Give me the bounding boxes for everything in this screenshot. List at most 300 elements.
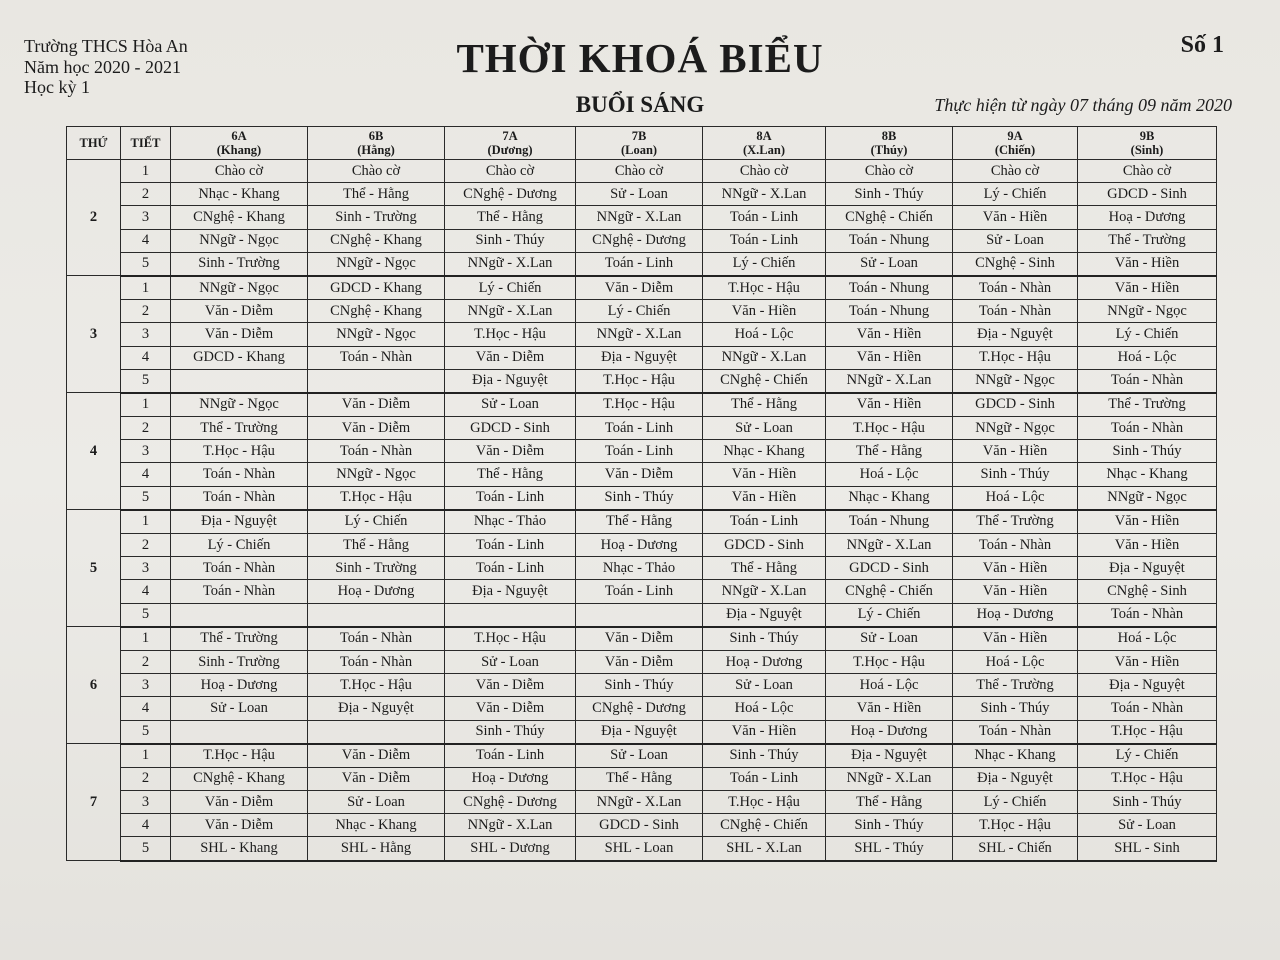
lesson-cell: Hoá - Lộc [953, 650, 1078, 673]
class-name: 9B [1139, 129, 1155, 143]
class-name: 6B [368, 129, 384, 143]
lesson-cell: Lý - Chiến [953, 791, 1078, 814]
lesson-cell: Thể - Hằng [308, 534, 445, 557]
lesson-cell: T.Học - Hậu [308, 674, 445, 697]
session-title: BUỔI SÁNG [575, 92, 705, 117]
class-teacher: (X.Lan) [742, 143, 786, 157]
lesson-cell: T.Học - Hậu [1078, 720, 1217, 744]
lesson-cell: Văn - Hiền [703, 486, 826, 510]
lesson-cell: SHL - Khang [171, 837, 308, 861]
lesson-cell: Sinh - Thúy [445, 229, 576, 252]
lesson-cell: CNghệ - Dương [445, 183, 576, 206]
lesson-cell: Thể - Trường [953, 674, 1078, 697]
lesson-cell: Thể - Trường [171, 417, 308, 440]
lesson-cell: NNgữ - Ngọc [171, 276, 308, 300]
lesson-cell: Địa - Nguyệt [826, 744, 953, 768]
day-cell: 2 [67, 160, 121, 276]
table-row [67, 229, 1217, 252]
lesson-cell: Sinh - Trường [171, 650, 308, 673]
table-row [67, 650, 1217, 673]
table-row [67, 674, 1217, 697]
lesson-cell: Toán - Nhàn [953, 720, 1078, 744]
table-row [67, 463, 1217, 486]
lesson-cell: Hoạ - Dương [445, 767, 576, 790]
lesson-cell: Sử - Loan [576, 744, 703, 768]
period-cell: 5 [121, 720, 171, 744]
lesson-cell: Địa - Nguyệt [576, 346, 703, 369]
lesson-cell: Sử - Loan [703, 674, 826, 697]
table-row [67, 814, 1217, 837]
lesson-cell: Thể - Hằng [576, 767, 703, 790]
lesson-cell: NNgữ - X.Lan [703, 183, 826, 206]
lesson-cell: T.Học - Hậu [953, 814, 1078, 837]
lesson-cell: SHL - Hằng [308, 837, 445, 861]
lesson-cell: Địa - Nguyệt [703, 603, 826, 627]
period-cell: 5 [121, 369, 171, 393]
table-row [67, 486, 1217, 510]
class-column-header [308, 127, 445, 160]
lesson-cell: Sử - Loan [953, 229, 1078, 252]
lesson-cell: Hoá - Lộc [826, 674, 953, 697]
lesson-cell: Địa - Nguyệt [445, 580, 576, 603]
lesson-cell: Văn - Hiền [953, 627, 1078, 651]
document-number: Số 1 [1180, 32, 1224, 58]
page-title: THỜI KHOÁ BIỂU [456, 35, 824, 81]
lesson-cell: Thể - Hằng [826, 440, 953, 463]
lesson-cell: T.Học - Hậu [576, 393, 703, 417]
lesson-cell [445, 603, 576, 627]
class-name: 7A [502, 129, 518, 143]
period-cell: 3 [121, 206, 171, 229]
lesson-cell: GDCD - Sinh [445, 417, 576, 440]
lesson-cell: Sinh - Thúy [826, 183, 953, 206]
lesson-cell: Thể - Trường [1078, 229, 1217, 252]
class-name: 8B [881, 129, 897, 143]
lesson-cell: CNghệ - Chiến [826, 580, 953, 603]
lesson-cell: Sử - Loan [308, 791, 445, 814]
lesson-cell: Địa - Nguyệt [953, 767, 1078, 790]
lesson-cell: SHL - Thúy [826, 837, 953, 861]
table-row [67, 791, 1217, 814]
class-teacher: (Hằng) [357, 143, 395, 157]
period-cell: 4 [121, 814, 171, 837]
lesson-cell: T.Học - Hậu [826, 650, 953, 673]
lesson-cell: NNgữ - Ngọc [308, 463, 445, 486]
lesson-cell: Toán - Linh [703, 767, 826, 790]
lesson-cell: Toán - Nhàn [308, 627, 445, 651]
lesson-cell: CNghệ - Khang [308, 300, 445, 323]
lesson-cell: Sinh - Trường [308, 557, 445, 580]
lesson-cell: Hoạ - Dương [953, 603, 1078, 627]
lesson-cell: Sử - Loan [445, 393, 576, 417]
lesson-cell: Thể - Hằng [308, 183, 445, 206]
period-cell: 2 [121, 534, 171, 557]
lesson-cell: Địa - Nguyệt [953, 323, 1078, 346]
day-cell: 5 [67, 510, 121, 627]
period-cell: 3 [121, 674, 171, 697]
class-column-header [826, 127, 953, 160]
lesson-cell [308, 720, 445, 744]
table-row [67, 300, 1217, 323]
lesson-cell: Văn - Hiền [826, 393, 953, 417]
lesson-cell: Toán - Linh [576, 580, 703, 603]
lesson-cell: Văn - Hiền [953, 557, 1078, 580]
lesson-cell: Toán - Linh [445, 534, 576, 557]
period-cell: 4 [121, 346, 171, 369]
table-row [67, 183, 1217, 206]
lesson-cell: Địa - Nguyệt [1078, 557, 1217, 580]
lesson-cell: NNgữ - X.Lan [703, 580, 826, 603]
lesson-cell: Hoá - Lộc [826, 463, 953, 486]
period-cell: 4 [121, 463, 171, 486]
lesson-cell [171, 369, 308, 393]
lesson-cell: Văn - Hiền [826, 346, 953, 369]
class-column-header [171, 127, 308, 160]
lesson-cell: NNgữ - Ngọc [171, 393, 308, 417]
lesson-cell: NNgữ - Ngọc [1078, 300, 1217, 323]
class-name: 9A [1007, 129, 1023, 143]
lesson-cell: Văn - Diễm [576, 276, 703, 300]
period-cell: 3 [121, 791, 171, 814]
lesson-cell: Toán - Nhàn [1078, 697, 1217, 720]
lesson-cell: Toán - Nhàn [1078, 369, 1217, 393]
lesson-cell: Chào cờ [953, 160, 1078, 183]
lesson-cell: Văn - Diễm [308, 393, 445, 417]
lesson-cell [576, 603, 703, 627]
table-row [67, 837, 1217, 861]
lesson-cell: Văn - Diễm [171, 791, 308, 814]
day-cell: 7 [67, 744, 121, 861]
lesson-cell: Văn - Diễm [308, 767, 445, 790]
timetable-body [67, 160, 1217, 861]
day-cell: 3 [67, 276, 121, 393]
lesson-cell: Sử - Loan [826, 252, 953, 276]
lesson-cell: Lý - Chiến [1078, 323, 1217, 346]
class-column-header [445, 127, 576, 160]
lesson-cell: Văn - Diễm [171, 814, 308, 837]
lesson-cell: Địa - Nguyệt [308, 697, 445, 720]
lesson-cell: Văn - Diễm [308, 417, 445, 440]
lesson-cell: Sinh - Thúy [1078, 791, 1217, 814]
lesson-cell: Chào cờ [1078, 160, 1217, 183]
lesson-cell [308, 603, 445, 627]
lesson-cell: GDCD - Khang [171, 346, 308, 369]
table-row [67, 206, 1217, 229]
lesson-cell: Văn - Hiền [826, 697, 953, 720]
table-row [67, 276, 1217, 300]
lesson-cell: Văn - Diễm [171, 300, 308, 323]
period-cell: 1 [121, 160, 171, 183]
period-cell: 3 [121, 557, 171, 580]
day-cell: 6 [67, 627, 121, 744]
lesson-cell: SHL - Loan [576, 837, 703, 861]
lesson-cell: T.Học - Hậu [171, 744, 308, 768]
period-cell: 5 [121, 252, 171, 276]
lesson-cell: Văn - Diễm [576, 650, 703, 673]
lesson-cell: Văn - Hiền [703, 720, 826, 744]
lesson-cell: Hoá - Lộc [703, 323, 826, 346]
lesson-cell: NNgữ - X.Lan [445, 300, 576, 323]
table-row [67, 393, 1217, 417]
lesson-cell [171, 720, 308, 744]
lesson-cell: Văn - Hiền [826, 323, 953, 346]
lesson-cell: Toán - Linh [576, 417, 703, 440]
class-teacher: (Sinh) [1130, 143, 1164, 157]
class-name: 6A [231, 129, 247, 143]
lesson-cell: T.Học - Hậu [826, 417, 953, 440]
lesson-cell: Toán - Linh [703, 229, 826, 252]
lesson-cell: Lý - Chiến [171, 534, 308, 557]
period-cell: 2 [121, 183, 171, 206]
table-row [67, 627, 1217, 651]
lesson-cell: Chào cờ [171, 160, 308, 183]
period-cell: 3 [121, 323, 171, 346]
lesson-cell: CNghệ - Chiến [826, 206, 953, 229]
period-cell: 1 [121, 627, 171, 651]
lesson-cell: Văn - Diễm [445, 440, 576, 463]
lesson-cell: Văn - Hiền [953, 440, 1078, 463]
lesson-cell: Văn - Hiền [953, 206, 1078, 229]
lesson-cell: Toán - Linh [703, 510, 826, 534]
lesson-cell: CNghệ - Dương [445, 791, 576, 814]
lesson-cell: CNghệ - Dương [576, 697, 703, 720]
school-term: Học kỳ 1 [24, 77, 90, 97]
lesson-cell: Toán - Nhàn [308, 346, 445, 369]
lesson-cell: Sinh - Thúy [576, 486, 703, 510]
period-cell: 3 [121, 440, 171, 463]
table-row [67, 440, 1217, 463]
lesson-cell: Văn - Diễm [445, 697, 576, 720]
lesson-cell: NNgữ - X.Lan [576, 791, 703, 814]
table-row [67, 346, 1217, 369]
lesson-cell: Toán - Nhàn [953, 300, 1078, 323]
lesson-cell: GDCD - Sinh [826, 557, 953, 580]
lesson-cell: Thể - Hằng [445, 206, 576, 229]
lesson-cell: NNgữ - X.Lan [826, 369, 953, 393]
period-cell: 4 [121, 580, 171, 603]
lesson-cell: Toán - Nhàn [308, 440, 445, 463]
lesson-cell: SHL - Chiến [953, 837, 1078, 861]
lesson-cell: Toán - Nhàn [171, 580, 308, 603]
lesson-cell: Lý - Chiến [308, 510, 445, 534]
lesson-cell: CNghệ - Sinh [953, 252, 1078, 276]
lesson-cell: Toán - Nhàn [953, 276, 1078, 300]
lesson-cell: CNghệ - Sinh [1078, 580, 1217, 603]
lesson-cell: Sinh - Thúy [703, 744, 826, 768]
lesson-cell: Toán - Linh [445, 744, 576, 768]
lesson-cell: Sử - Loan [703, 417, 826, 440]
period-cell: 4 [121, 697, 171, 720]
lesson-cell: Toán - Nhàn [953, 534, 1078, 557]
lesson-cell: Hoạ - Dương [308, 580, 445, 603]
lesson-cell: NNgữ - X.Lan [576, 323, 703, 346]
lesson-cell: Hoạ - Dương [171, 674, 308, 697]
lesson-cell: Nhạc - Khang [1078, 463, 1217, 486]
period-cell: 2 [121, 417, 171, 440]
lesson-cell: Văn - Diễm [445, 674, 576, 697]
period-cell: 2 [121, 767, 171, 790]
lesson-cell: Nhạc - Khang [171, 183, 308, 206]
lesson-cell: Văn - Hiền [1078, 534, 1217, 557]
effective-date: Thực hiện từ ngày 07 tháng 09 năm 2020 [934, 95, 1232, 115]
lesson-cell: Sinh - Thúy [953, 697, 1078, 720]
lesson-cell: Sinh - Trường [308, 206, 445, 229]
lesson-cell: Sử - Loan [1078, 814, 1217, 837]
period-cell: 4 [121, 229, 171, 252]
lesson-cell: NNgữ - Ngọc [953, 369, 1078, 393]
lesson-cell: Địa - Nguyệt [171, 510, 308, 534]
lesson-cell: Thể - Hằng [703, 393, 826, 417]
period-column-header: TIẾT [121, 127, 171, 160]
lesson-cell: Hoạ - Dương [576, 534, 703, 557]
header-row [67, 127, 1217, 160]
lesson-cell: Sinh - Thúy [576, 674, 703, 697]
lesson-cell: T.Học - Hậu [703, 791, 826, 814]
lesson-cell: Sinh - Thúy [445, 720, 576, 744]
lesson-cell: CNghệ - Chiến [703, 369, 826, 393]
lesson-cell: Hoá - Lộc [953, 486, 1078, 510]
lesson-cell: CNghệ - Khang [308, 229, 445, 252]
lesson-cell: Toán - Nhung [826, 276, 953, 300]
lesson-cell: Thể - Hằng [826, 791, 953, 814]
table-row [67, 697, 1217, 720]
period-cell: 5 [121, 603, 171, 627]
lesson-cell: CNghệ - Khang [171, 767, 308, 790]
lesson-cell: Hoạ - Dương [703, 650, 826, 673]
table-row [67, 580, 1217, 603]
lesson-cell: Nhạc - Thảo [445, 510, 576, 534]
lesson-cell: T.Học - Hậu [576, 369, 703, 393]
period-cell: 2 [121, 650, 171, 673]
class-teacher: (Khang) [216, 143, 262, 157]
lesson-cell: Toán - Nhàn [171, 463, 308, 486]
lesson-cell: Sử - Loan [576, 183, 703, 206]
lesson-cell: T.Học - Hậu [171, 440, 308, 463]
lesson-cell: NNgữ - Ngọc [1078, 486, 1217, 510]
lesson-cell: Lý - Chiến [953, 183, 1078, 206]
lesson-cell: NNgữ - X.Lan [445, 252, 576, 276]
lesson-cell: NNgữ - X.Lan [703, 346, 826, 369]
lesson-cell: Văn - Hiền [1078, 252, 1217, 276]
lesson-cell: Chào cờ [826, 160, 953, 183]
lesson-cell: Lý - Chiến [445, 276, 576, 300]
lesson-cell: Toán - Nhàn [1078, 417, 1217, 440]
lesson-cell: Lý - Chiến [703, 252, 826, 276]
lesson-cell: Toán - Nhung [826, 229, 953, 252]
lesson-cell: Văn - Hiền [1078, 650, 1217, 673]
lesson-cell: Thể - Trường [953, 510, 1078, 534]
lesson-cell: Thể - Hằng [445, 463, 576, 486]
table-row [67, 534, 1217, 557]
lesson-cell: Văn - Diễm [171, 323, 308, 346]
lesson-cell: Toán - Linh [445, 557, 576, 580]
lesson-cell: Toán - Nhàn [1078, 603, 1217, 627]
lesson-cell: CNghệ - Chiến [703, 814, 826, 837]
lesson-cell: GDCD - Sinh [953, 393, 1078, 417]
lesson-cell: SHL - X.Lan [703, 837, 826, 861]
lesson-cell: Địa - Nguyệt [445, 369, 576, 393]
class-name: 7B [631, 129, 647, 143]
table-row [67, 160, 1217, 183]
class-teacher: (Loan) [620, 143, 658, 157]
lesson-cell: Sinh - Thúy [826, 814, 953, 837]
lesson-cell: Chào cờ [703, 160, 826, 183]
lesson-cell: T.Học - Hậu [1078, 767, 1217, 790]
class-column-header [703, 127, 826, 160]
class-column-header [1078, 127, 1217, 160]
lesson-cell: Sinh - Thúy [953, 463, 1078, 486]
lesson-cell: NNgữ - Ngọc [308, 252, 445, 276]
lesson-cell: SHL - Sinh [1078, 837, 1217, 861]
timetable [66, 126, 1217, 862]
period-cell: 1 [121, 393, 171, 417]
lesson-cell: Văn - Diễm [576, 463, 703, 486]
lesson-cell: NNgữ - X.Lan [576, 206, 703, 229]
class-column-header [953, 127, 1078, 160]
lesson-cell: Thể - Hằng [576, 510, 703, 534]
lesson-cell: NNgữ - X.Lan [445, 814, 576, 837]
lesson-cell: Văn - Hiền [703, 463, 826, 486]
lesson-cell: Văn - Diễm [576, 627, 703, 651]
lesson-cell [308, 369, 445, 393]
lesson-cell: Địa - Nguyệt [1078, 674, 1217, 697]
lesson-cell: NNgữ - X.Lan [826, 534, 953, 557]
lesson-cell: NNgữ - X.Lan [826, 767, 953, 790]
lesson-cell: Sử - Loan [445, 650, 576, 673]
lesson-cell: Toán - Linh [445, 486, 576, 510]
lesson-cell: Văn - Diễm [308, 744, 445, 768]
period-cell: 1 [121, 744, 171, 768]
lesson-cell: Nhạc - Khang [703, 440, 826, 463]
lesson-cell: CNghệ - Khang [171, 206, 308, 229]
lesson-cell: GDCD - Khang [308, 276, 445, 300]
class-teacher: (Thúy) [870, 143, 908, 157]
lesson-cell: Nhạc - Khang [826, 486, 953, 510]
lesson-cell [171, 603, 308, 627]
table-row [67, 417, 1217, 440]
lesson-cell: Toán - Nhàn [171, 486, 308, 510]
lesson-cell: NNgữ - Ngọc [171, 229, 308, 252]
lesson-cell: Văn - Hiền [1078, 276, 1217, 300]
lesson-cell: Chào cờ [576, 160, 703, 183]
lesson-cell: Toán - Nhàn [308, 650, 445, 673]
period-cell: 2 [121, 300, 171, 323]
period-cell: 5 [121, 837, 171, 861]
period-cell: 1 [121, 276, 171, 300]
lesson-cell: Toán - Nhung [826, 510, 953, 534]
lesson-cell: SHL - Dương [445, 837, 576, 861]
table-row [67, 603, 1217, 627]
lesson-cell: Sinh - Thúy [703, 627, 826, 651]
lesson-cell: Nhạc - Khang [308, 814, 445, 837]
lesson-cell: Toán - Linh [576, 440, 703, 463]
period-cell: 5 [121, 486, 171, 510]
lesson-cell: Lý - Chiến [576, 300, 703, 323]
table-row [67, 323, 1217, 346]
lesson-cell: Lý - Chiến [1078, 744, 1217, 768]
lesson-cell: Văn - Hiền [953, 580, 1078, 603]
table-row [67, 369, 1217, 393]
lesson-cell: Hoạ - Dương [826, 720, 953, 744]
lesson-cell: CNghệ - Dương [576, 229, 703, 252]
table-row [67, 510, 1217, 534]
table-row [67, 744, 1217, 768]
table-row [67, 767, 1217, 790]
lesson-cell: T.Học - Hậu [445, 323, 576, 346]
school-name: Trường THCS Hòa An [24, 36, 188, 56]
lesson-cell: Nhạc - Khang [953, 744, 1078, 768]
lesson-cell: Sinh - Thúy [1078, 440, 1217, 463]
